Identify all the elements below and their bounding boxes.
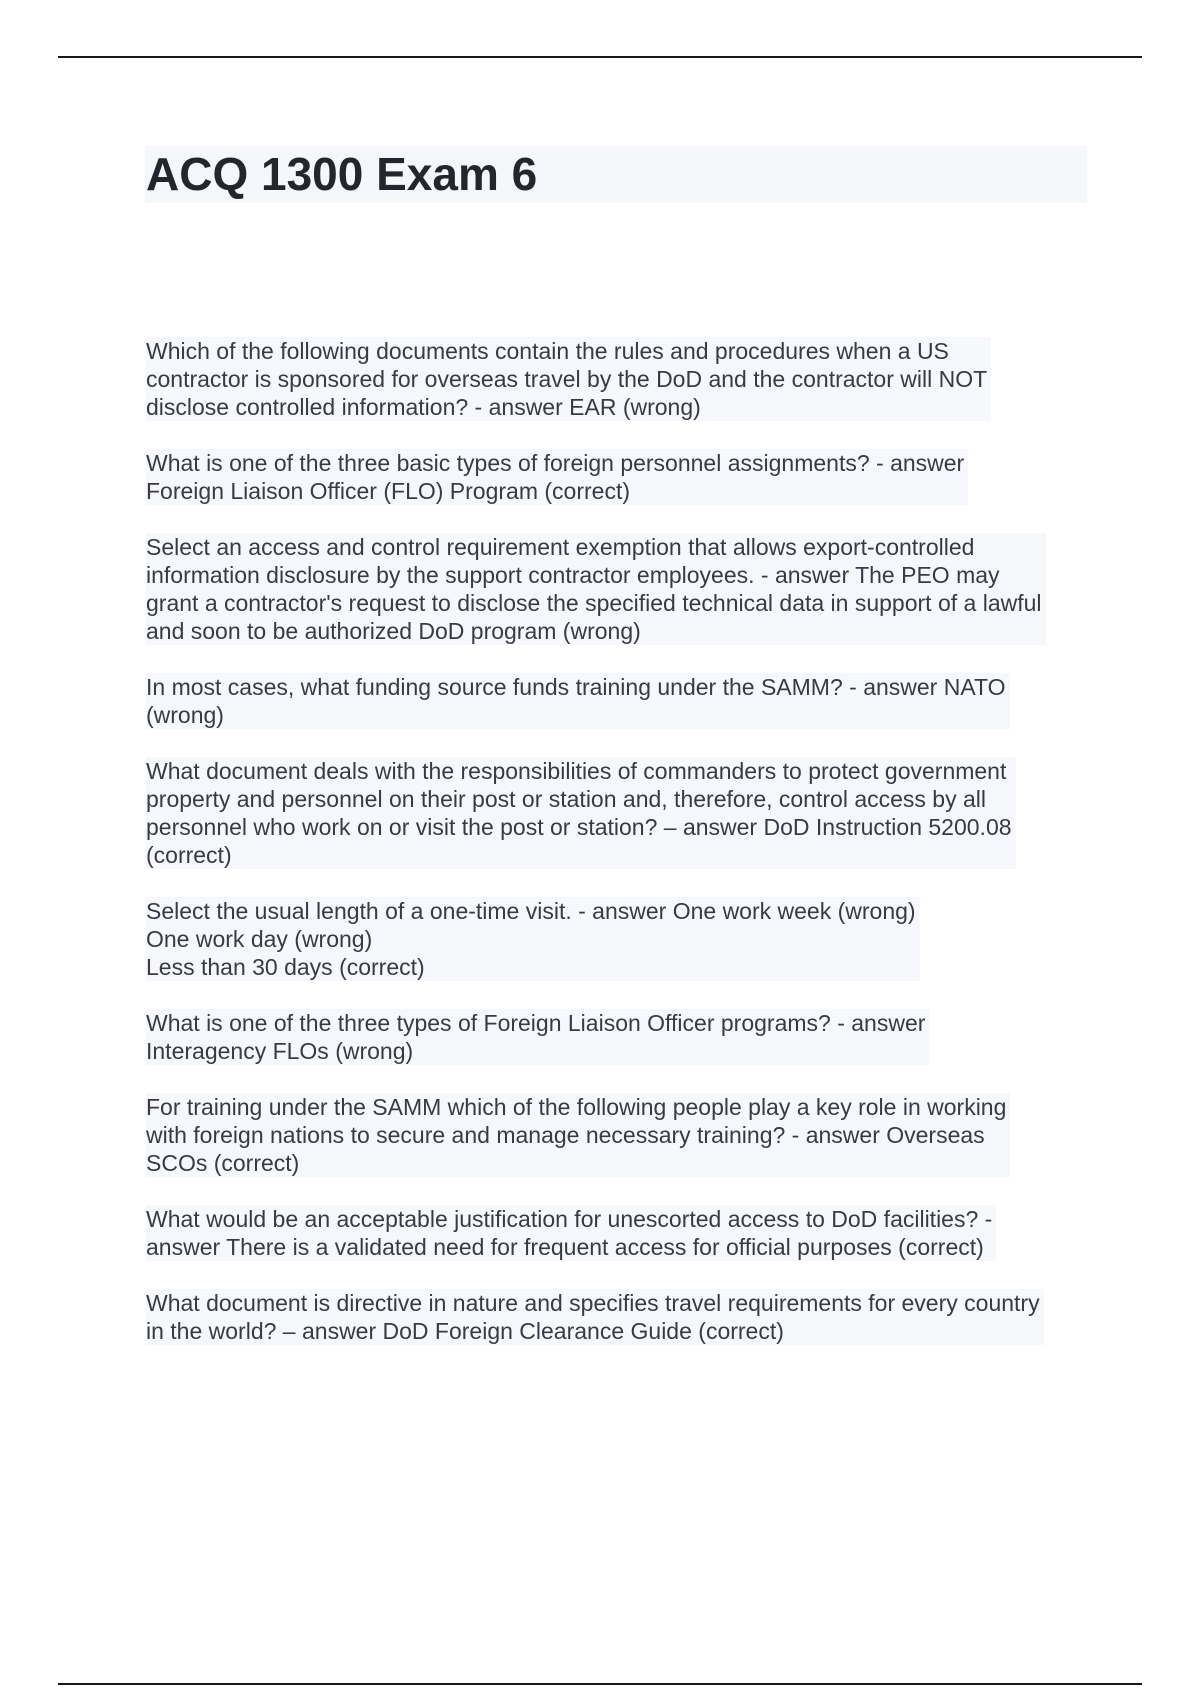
qa-line: Interagency FLOs (wrong) (146, 1038, 414, 1064)
qa-item (146, 1289, 1044, 1345)
qa-line: For training under the SAMM which of the following people play a key role in working (146, 1094, 1007, 1120)
qa-line: contractor is sponsored for overseas travel by the DoD and the contractor will NOT (146, 366, 988, 392)
qa-line: What is one of the three basic types of foreign personnel assignments? - answer (146, 450, 965, 476)
top-rule (58, 56, 1142, 58)
qa-line: One work day (wrong) (146, 926, 373, 952)
qa-line: (wrong) (146, 702, 224, 728)
qa-line: disclose controlled information? - answer EAR (wrong) (146, 394, 701, 420)
qa-item (146, 1093, 1010, 1177)
qa-line: grant a contractor's request to disclose the specified technical data in support of a lawful (146, 590, 1042, 616)
qa-line: Less than 30 days (correct) (146, 954, 425, 980)
qa-line: Which of the following documents contain the rules and procedures when a US (146, 338, 949, 364)
qa-list (146, 337, 1091, 1373)
qa-item (146, 449, 968, 505)
qa-item (146, 897, 920, 981)
qa-item (146, 337, 991, 421)
document-title: ACQ 1300 Exam 6 (146, 148, 538, 200)
qa-line: (correct) (146, 842, 232, 868)
qa-line: answer There is a validated need for frequent access for official purposes (correct) (146, 1234, 984, 1260)
qa-line: personnel who work on or visit the post or station? – answer DoD Instruction 5200.08 (146, 814, 1012, 840)
qa-line: In most cases, what funding source funds training under the SAMM? - answer NATO (146, 674, 1006, 700)
qa-item (146, 533, 1046, 645)
qa-line: and soon to be authorized DoD program (wrong) (146, 618, 641, 644)
qa-line: What document deals with the responsibilities of commanders to protect government (146, 758, 1007, 784)
qa-item (146, 1205, 996, 1261)
qa-line: information disclosure by the support contractor employees. - answer The PEO may (146, 562, 1000, 588)
qa-line: What would be an acceptable justification for unescorted access to DoD facilities? - (146, 1206, 993, 1232)
qa-line: property and personnel on their post or station and, therefore, control access by all (146, 786, 986, 812)
qa-line: Select the usual length of a one-time visit. - answer One work week (wrong) (146, 898, 916, 924)
qa-item (146, 673, 1010, 729)
qa-line: with foreign nations to secure and manage necessary training? - answer Overseas (146, 1122, 985, 1148)
bottom-rule (58, 1683, 1142, 1685)
qa-line: What document is directive in nature and specifies travel requirements for every country (146, 1290, 1040, 1316)
qa-line: What is one of the three types of Foreign Liaison Officer programs? - answer (146, 1010, 926, 1036)
qa-line: SCOs (correct) (146, 1150, 300, 1176)
qa-line: Select an access and control requirement exemption that allows export-controlled (146, 534, 975, 560)
qa-item (146, 757, 1016, 869)
qa-line: in the world? – answer DoD Foreign Clearance Guide (correct) (146, 1318, 784, 1344)
qa-line: Foreign Liaison Officer (FLO) Program (correct) (146, 478, 630, 504)
qa-item (146, 1009, 929, 1065)
